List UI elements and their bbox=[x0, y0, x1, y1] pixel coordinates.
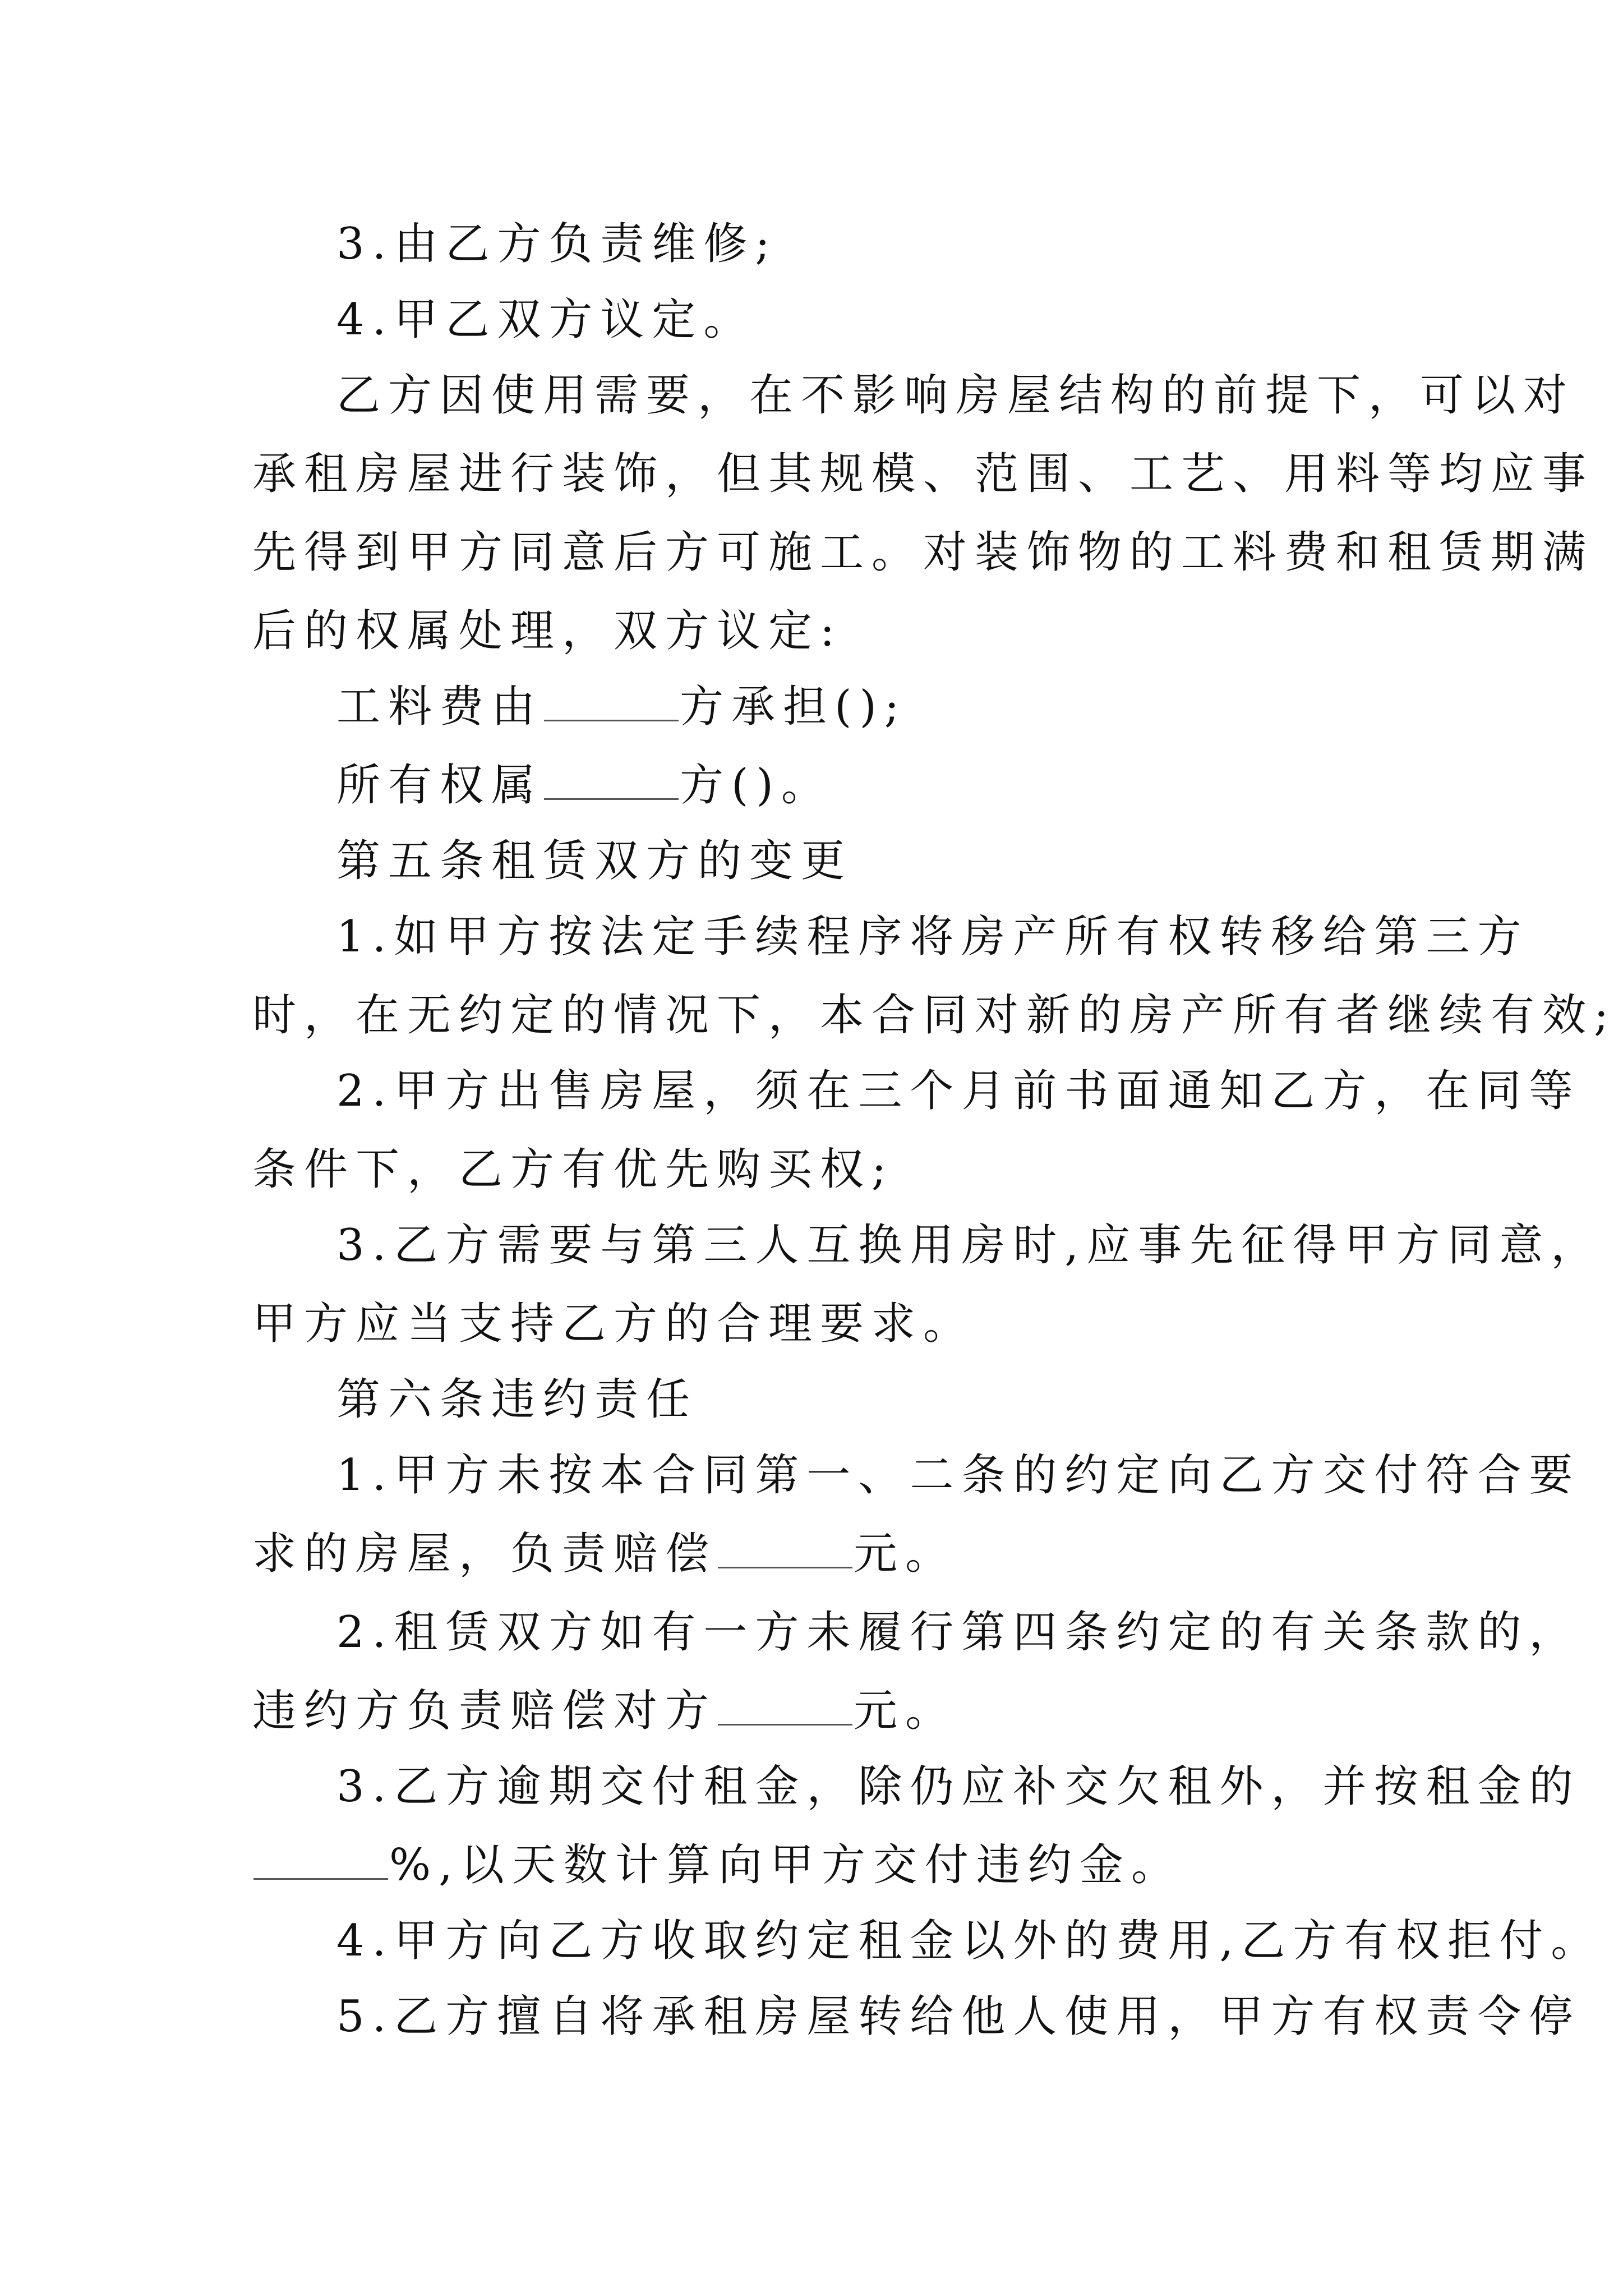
paragraph-text: 2.租赁双方如有一方未履行第四条约定的有关条款的， bbox=[336, 1607, 1581, 1658]
paragraph-line bbox=[336, 1604, 1580, 1660]
paragraph-line bbox=[336, 909, 1529, 965]
section-heading bbox=[336, 1372, 698, 1428]
blank-underline bbox=[544, 679, 679, 721]
blank-underline bbox=[253, 1838, 388, 1880]
section-heading bbox=[336, 833, 852, 889]
clause-text: 方承担(); bbox=[680, 682, 907, 732]
paragraph-line bbox=[336, 367, 1575, 424]
paragraph-line bbox=[252, 1142, 894, 1198]
paragraph-line bbox=[336, 1989, 1580, 2045]
paragraph-line bbox=[252, 987, 1616, 1043]
paragraph-text: 元。 bbox=[854, 1529, 957, 1579]
paragraph-text: 1.甲方未按本合同第一、二条的约定向乙方交付符合要 bbox=[336, 1450, 1581, 1501]
paragraph-line bbox=[336, 1063, 1580, 1119]
paragraph-text: %,以天数计算向甲方交付违约金。 bbox=[389, 1840, 1183, 1890]
paragraph-text: 乙方因使用需要，在不影响房屋结构的前提下，可以对 bbox=[336, 370, 1575, 421]
clause-text: 3.由乙方负责维修; bbox=[336, 219, 778, 269]
paragraph-text: 甲方应当支持乙方的合理要求。 bbox=[252, 1299, 975, 1349]
paragraph-line bbox=[252, 1296, 975, 1352]
paragraph-text: 5.乙方擅自将承租房屋转给他人使用，甲方有权责令停 bbox=[336, 1991, 1581, 2042]
paragraph-text: 求的房屋，负责赔偿 bbox=[252, 1529, 717, 1579]
paragraph-line bbox=[336, 1913, 1602, 1969]
paragraph-line bbox=[252, 1683, 957, 1739]
clause-text: 4.甲乙双方议定。 bbox=[336, 295, 755, 345]
paragraph-line bbox=[336, 1759, 1580, 1815]
clause-text: 所有权属 bbox=[336, 760, 543, 811]
clause-text: 方()。 bbox=[680, 760, 833, 811]
paragraph-text: 违约方负责赔偿对方 bbox=[252, 1686, 717, 1736]
clause-text: 工料费由 bbox=[336, 682, 543, 732]
paragraph-text: 2.甲方出售房屋，须在三个月前书面通知乙方，在同等 bbox=[336, 1066, 1581, 1116]
paragraph-line bbox=[336, 1447, 1580, 1503]
blank-underline bbox=[718, 1683, 852, 1726]
paragraph-line bbox=[252, 603, 842, 659]
paragraph-line bbox=[252, 1526, 957, 1582]
paragraph-text: 条件下，乙方有优先购买权; bbox=[252, 1144, 895, 1195]
clause-line bbox=[336, 292, 755, 348]
paragraph-text: 4.甲方向乙方收取约定租金以外的费用,乙方有权拒付。 bbox=[336, 1916, 1603, 1966]
paragraph-text: 1.如甲方按法定手续程序将房产所有权转移给第三方 bbox=[336, 912, 1529, 962]
paragraph-text: 3.乙方逾期交付租金，除仍应补交欠租外，并按租金的 bbox=[336, 1761, 1581, 1812]
paragraph-text: 后的权属处理，双方议定: bbox=[252, 606, 843, 656]
section-heading-text: 第五条租赁双方的变更 bbox=[336, 836, 853, 886]
paragraph-line bbox=[252, 446, 1594, 502]
clause-line bbox=[336, 757, 833, 813]
clause-line bbox=[336, 216, 778, 272]
paragraph-text: 承租房屋进行装饰，但其规模、范围、工艺、用料等均应事 bbox=[252, 449, 1594, 499]
paragraph-text: 3.乙方需要与第三人互换用房时,应事先征得甲方同意， bbox=[336, 1220, 1603, 1271]
blank-underline bbox=[544, 758, 679, 800]
blank-underline bbox=[718, 1526, 852, 1568]
paragraph-line bbox=[336, 1217, 1602, 1273]
paragraph-line bbox=[252, 524, 1594, 581]
paragraph-text: 元。 bbox=[854, 1686, 957, 1736]
paragraph-text: 先得到甲方同意后方可施工。对装饰物的工料费和租赁期满 bbox=[252, 527, 1594, 578]
clause-line bbox=[336, 679, 907, 735]
paragraph-line bbox=[252, 1837, 1183, 1893]
section-heading-text: 第六条违约责任 bbox=[336, 1374, 698, 1425]
paragraph-text: 时，在无约定的情况下，本合同对新的房产所有者继续有效; bbox=[252, 990, 1617, 1041]
